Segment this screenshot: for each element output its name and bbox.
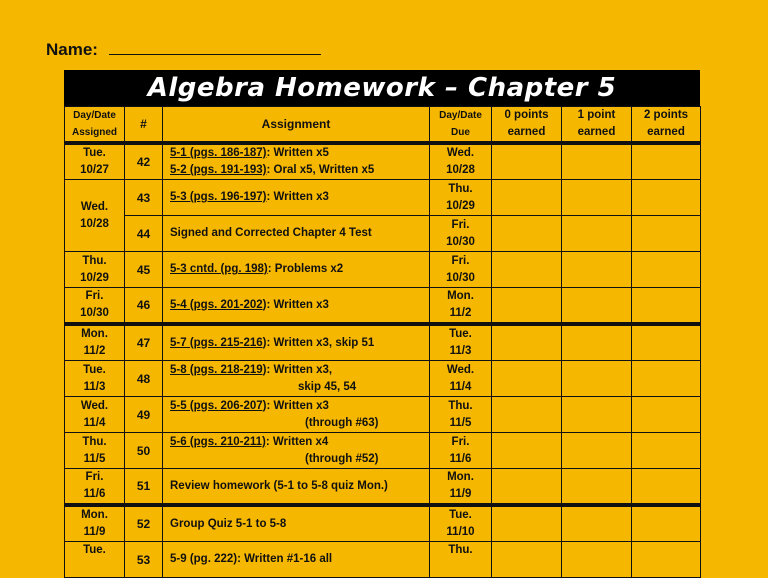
points-1-cell[interactable] <box>562 433 632 469</box>
header-assigned: Day/Date Assigned <box>65 107 125 144</box>
due-cell: Fri. 11/6 <box>430 433 492 469</box>
number-cell: 52 <box>125 505 163 542</box>
points-0-cell[interactable] <box>492 397 562 433</box>
assignment-link[interactable]: 5-1 (pgs. 186-187) <box>170 147 267 159</box>
assigned-cell: Tue. 10/27 <box>65 143 125 180</box>
assigned-cell: Wed. 11/4 <box>65 397 125 433</box>
points-1-cell[interactable] <box>562 252 632 288</box>
due-cell: Thu. 10/29 <box>430 180 492 216</box>
points-1-cell[interactable] <box>562 216 632 252</box>
assignment-link[interactable]: 5-2 (pgs. 191-193) <box>170 164 267 176</box>
points-1-cell[interactable] <box>562 180 632 216</box>
points-0-cell[interactable] <box>492 180 562 216</box>
points-2-cell[interactable] <box>632 324 701 361</box>
points-0-cell[interactable] <box>492 505 562 542</box>
due-cell: Thu. <box>430 542 492 578</box>
header-assignment: Assignment <box>163 107 430 144</box>
number-cell: 46 <box>125 288 163 325</box>
points-2-cell[interactable] <box>632 397 701 433</box>
homework-table <box>64 106 701 578</box>
number-cell: 45 <box>125 252 163 288</box>
assignment-link[interactable]: 5-8 (pgs. 218-219) <box>170 363 267 376</box>
assignment-link[interactable]: 5-4 (pgs. 201-202) <box>170 298 267 311</box>
due-cell: Tue. 11/3 <box>430 324 492 361</box>
assignment-cell: Signed and Corrected Chapter 4 Test <box>163 216 430 252</box>
assignment-link[interactable]: 5-6 (pgs. 210-211) <box>170 435 266 448</box>
assigned-cell: Mon. 11/2 <box>65 324 125 361</box>
points-1-cell[interactable] <box>562 542 632 578</box>
name-field[interactable] <box>46 40 321 60</box>
header-number: # <box>125 107 163 144</box>
assigned-cell: Wed. 10/28 <box>65 180 125 252</box>
name-label: Name: <box>46 40 103 59</box>
number-cell: 47 <box>125 324 163 361</box>
number-cell: 53 <box>125 542 163 578</box>
number-cell: 48 <box>125 361 163 397</box>
assigned-cell: Thu. 10/29 <box>65 252 125 288</box>
header-2-points: 2 points earned <box>632 107 701 144</box>
due-cell: Mon. 11/9 <box>430 469 492 506</box>
due-cell: Fri. 10/30 <box>430 252 492 288</box>
points-1-cell[interactable] <box>562 361 632 397</box>
points-0-cell[interactable] <box>492 469 562 506</box>
table-row <box>65 180 701 216</box>
points-0-cell[interactable] <box>492 252 562 288</box>
assignment-cell: 5-9 (pg. 222): Written #1-16 all <box>163 542 430 578</box>
assigned-cell: Tue. <box>65 542 125 578</box>
points-0-cell[interactable] <box>492 433 562 469</box>
points-1-cell[interactable] <box>562 505 632 542</box>
points-2-cell[interactable] <box>632 433 701 469</box>
points-2-cell[interactable] <box>632 180 701 216</box>
table-row <box>65 469 701 506</box>
assignment-link[interactable]: 5-3 (pgs. 196-197) <box>170 191 267 203</box>
assignment-cell: 5-4 (pgs. 201-202): Written x3 <box>163 288 430 325</box>
assignment-link[interactable]: 5-5 (pgs. 206-207) <box>170 399 267 412</box>
number-cell: 44 <box>125 216 163 252</box>
header-due: Day/Date Due <box>430 107 492 144</box>
points-0-cell[interactable] <box>492 324 562 361</box>
header-0-points: 0 points earned <box>492 107 562 144</box>
due-cell: Wed. 10/28 <box>430 143 492 180</box>
table-row <box>65 542 701 578</box>
number-cell: 43 <box>125 180 163 216</box>
table-row <box>65 433 701 469</box>
points-2-cell[interactable] <box>632 469 701 506</box>
points-2-cell[interactable] <box>632 361 701 397</box>
assignment-cell: Group Quiz 5-1 to 5-8 <box>163 505 430 542</box>
assignment-link[interactable]: 5-3 cntd. (pg. 198) <box>170 263 268 275</box>
points-1-cell[interactable] <box>562 324 632 361</box>
points-2-cell[interactable] <box>632 288 701 325</box>
points-0-cell[interactable] <box>492 216 562 252</box>
points-0-cell[interactable] <box>492 361 562 397</box>
points-2-cell[interactable] <box>632 143 701 180</box>
table-row <box>65 505 701 542</box>
points-1-cell[interactable] <box>562 397 632 433</box>
points-2-cell[interactable] <box>632 505 701 542</box>
assigned-cell: Fri. 10/30 <box>65 288 125 325</box>
assignment-cell: 5-3 cntd. (pg. 198): Problems x2 <box>163 252 430 288</box>
number-cell: 51 <box>125 469 163 506</box>
table-row <box>65 252 701 288</box>
points-1-cell[interactable] <box>562 143 632 180</box>
points-0-cell[interactable] <box>492 542 562 578</box>
number-cell: 49 <box>125 397 163 433</box>
header-1-point: 1 point earned <box>562 107 632 144</box>
homework-sheet <box>64 70 700 578</box>
assigned-cell: Fri. 11/6 <box>65 469 125 506</box>
assignment-cell: 5-7 (pgs. 215-216): Written x3, skip 51 <box>163 324 430 361</box>
assignment-cell: 5-6 (pgs. 210-211): Written x4 (through #52) <box>163 433 430 469</box>
assignment-cell: Review homework (5-1 to 5-8 quiz Mon.) <box>163 469 430 506</box>
name-blank-line[interactable] <box>109 42 321 55</box>
points-1-cell[interactable] <box>562 288 632 325</box>
table-row <box>65 397 701 433</box>
table-row <box>65 361 701 397</box>
assigned-cell: Mon. 11/9 <box>65 505 125 542</box>
due-cell: Fri. 10/30 <box>430 216 492 252</box>
due-cell: Mon. 11/2 <box>430 288 492 325</box>
assignment-link[interactable]: 5-7 (pgs. 215-216) <box>170 336 267 349</box>
assignment-cell: 5-1 (pgs. 186-187): Written x5 5-2 (pgs. 191-193): Oral x5, Written x5 <box>163 143 430 180</box>
due-cell: Thu. 11/5 <box>430 397 492 433</box>
table-row <box>65 324 701 361</box>
points-1-cell[interactable] <box>562 469 632 506</box>
table-row <box>65 216 701 252</box>
header-row <box>65 107 701 144</box>
points-0-cell[interactable] <box>492 143 562 180</box>
assignment-cell: 5-5 (pgs. 206-207): Written x3 (through #63) <box>163 397 430 433</box>
sheet-title: Algebra Homework – Chapter 5 <box>64 70 700 106</box>
points-2-cell[interactable] <box>632 252 701 288</box>
assignment-cell: 5-8 (pgs. 218-219): Written x3, skip 45, 54 <box>163 361 430 397</box>
points-2-cell[interactable] <box>632 216 701 252</box>
points-2-cell[interactable] <box>632 542 701 578</box>
assigned-cell: Thu. 11/5 <box>65 433 125 469</box>
due-cell: Wed. 11/4 <box>430 361 492 397</box>
number-cell: 42 <box>125 143 163 180</box>
assignment-cell: 5-3 (pgs. 196-197): Written x3 <box>163 180 430 216</box>
table-row <box>65 143 701 180</box>
points-0-cell[interactable] <box>492 288 562 325</box>
due-cell: Tue. 11/10 <box>430 505 492 542</box>
assigned-cell: Tue. 11/3 <box>65 361 125 397</box>
number-cell: 50 <box>125 433 163 469</box>
table-row <box>65 288 701 325</box>
